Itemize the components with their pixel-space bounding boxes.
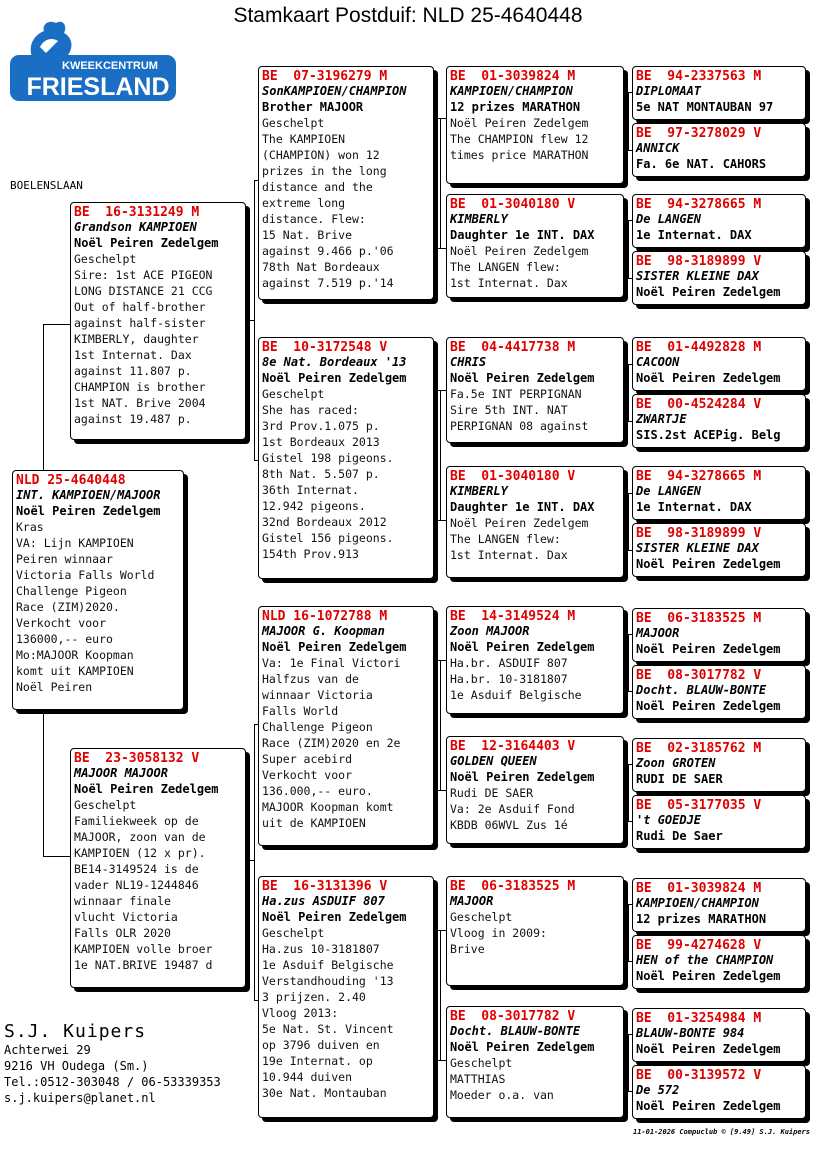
remark-line: Noël Peiren Zedelgem xyxy=(450,244,589,258)
ring-number: BE 12-3164403 V xyxy=(450,739,576,754)
remark-line: Sire 5th INT. NAT xyxy=(450,403,568,417)
remark-line: prizes in the long xyxy=(262,164,387,178)
connector-line xyxy=(43,856,70,857)
connector-line xyxy=(434,1060,446,1061)
remark-line: uit de KAMPIOEN xyxy=(262,816,366,830)
remark-line: Va: 1e Final Victori xyxy=(262,656,401,670)
ring-number: BE 23-3058132 V xyxy=(74,751,200,766)
connector-line xyxy=(624,821,632,822)
connector-line xyxy=(434,390,446,391)
pigeon-name: KIMBERLY xyxy=(450,484,508,498)
connector-line xyxy=(628,764,629,821)
pigeon-card-g15[interactable] xyxy=(632,1008,806,1062)
breeder: Noël Peiren Zedelgem xyxy=(450,770,595,784)
footer-credit: 11-01-2026 Compuclub © [9.49] S.J. Kuipers xyxy=(632,1128,810,1136)
pigeon-card-g5[interactable] xyxy=(632,337,806,391)
pigeon-card-g12[interactable] xyxy=(632,795,806,849)
connector-line xyxy=(628,92,629,150)
connector-line xyxy=(624,961,632,962)
pigeon-name: SonKAMPIOEN/CHAMPION xyxy=(262,84,407,98)
breeder: Brother MAJOOR xyxy=(262,100,364,114)
remark-line: Falls World xyxy=(262,704,339,718)
connector-line xyxy=(628,904,629,961)
remark-line: MATTHIAS xyxy=(450,1072,506,1086)
remark-line: Geschelpt xyxy=(262,926,325,940)
remark-line: Vloog in 2009: xyxy=(450,926,547,940)
remark-line: MAJOOR Koopman komt xyxy=(262,800,394,814)
ring-number: BE 01-4492828 M xyxy=(636,340,762,355)
remark-line: extreme long xyxy=(262,196,346,210)
pigeon-card-sds[interactable] xyxy=(446,337,624,443)
remark-line: Ha.zus 10-3181807 xyxy=(262,942,380,956)
breeder: Noël Peiren Zedelgem xyxy=(450,371,595,385)
remark-line: Geschelpt xyxy=(450,910,513,924)
breeder: Daughter 1e INT. DAX xyxy=(450,500,595,514)
connector-line xyxy=(440,118,441,248)
pigeon-name: 't GOEDJE xyxy=(636,813,702,827)
pigeon-name: BLAUW-BONTE 984 xyxy=(636,1026,745,1040)
remark-line: distance. Flew: xyxy=(262,212,366,226)
pigeon-name: MAJOOR G. Koopman xyxy=(262,624,385,638)
breeder: SIS.2st ACEPig. Belg xyxy=(636,428,781,442)
pigeon-card-sdd[interactable] xyxy=(446,466,624,578)
pigeon-name: DIPLOMAAT xyxy=(636,84,702,98)
connector-line xyxy=(43,324,70,325)
remark-line: 78th Nat Bordeaux xyxy=(262,260,380,274)
pigeon-name: MAJOOR MAJOOR xyxy=(74,766,168,780)
connector-line xyxy=(434,930,446,931)
pigeon-card-g4[interactable] xyxy=(632,251,806,305)
pigeon-card-ds[interactable] xyxy=(258,606,434,846)
breeder: Fa. 6e NAT. CAHORS xyxy=(636,157,767,171)
remark-line: Verkocht voor xyxy=(16,616,107,630)
connector-line xyxy=(434,118,446,119)
remark-line: Gistel 156 pigeons. xyxy=(262,531,394,545)
remark-line: winnaar finale xyxy=(74,894,171,908)
kweekcentrum-friesland-logo xyxy=(10,17,178,103)
remark-line: MAJOOR, zoon van de xyxy=(74,830,206,844)
pigeon-name: ZWARTJE xyxy=(636,412,687,426)
remark-line: Noël Peiren xyxy=(16,680,93,694)
remark-line: The KAMPIOEN xyxy=(262,132,346,146)
connector-line xyxy=(246,860,254,861)
connector-line xyxy=(624,220,632,221)
ring-number: BE 99-4274628 V xyxy=(636,938,762,953)
remark-line: BE14-3149524 is de xyxy=(74,862,199,876)
remark-line: Race (ZIM)2020. xyxy=(16,600,120,614)
pigeon-name: INT. KAMPIOEN/MAJOOR xyxy=(16,488,161,502)
ring-number: BE 00-3139572 V xyxy=(636,1068,762,1083)
ring-number: BE 00-4524284 V xyxy=(636,397,762,412)
remark-line: VA: Lijn KAMPIOEN xyxy=(16,536,134,550)
pigeon-card-sd[interactable] xyxy=(258,337,434,579)
remark-line: against 11.807 p. xyxy=(74,364,192,378)
pigeon-name: SISTER KLEINE DAX xyxy=(636,269,759,283)
connector-line xyxy=(624,550,632,551)
remark-line: 1st Internat. Dax xyxy=(74,348,192,362)
connector-line xyxy=(434,520,446,521)
remark-line: Kras xyxy=(16,520,44,534)
pigeon-card-g11[interactable] xyxy=(632,738,806,792)
remark-line: Mo:MAJOOR Koopman xyxy=(16,648,134,662)
svg-text:FRIESLAND: FRIESLAND xyxy=(26,73,170,101)
pigeon-name: MAJOOR xyxy=(636,626,680,640)
pigeon-name: Zoon MAJOOR xyxy=(450,624,530,638)
pigeon-name: SISTER KLEINE DAX xyxy=(636,541,759,555)
remark-line: Noël Peiren Zedelgem xyxy=(450,116,589,130)
connector-line xyxy=(628,634,629,691)
breeder: Noël Peiren Zedelgem xyxy=(74,782,219,796)
pigeon-card-subject[interactable] xyxy=(12,470,184,710)
ring-number: BE 01-3039824 M xyxy=(450,69,576,84)
breeder: Noël Peiren Zedelgem xyxy=(636,969,781,983)
ring-number: BE 97-3278029 V xyxy=(636,126,762,141)
remark-line: Falls OLR 2020 xyxy=(74,926,171,940)
remark-line: Geschelpt xyxy=(74,798,137,812)
remark-line: 32nd Bordeaux 2012 xyxy=(262,515,387,529)
ring-number: BE 98-3189899 V xyxy=(636,526,762,541)
breeder: Noël Peiren Zedelgem xyxy=(636,371,781,385)
ring-number: BE 01-3039824 M xyxy=(636,881,762,896)
remark-line: 154th Prov.913 xyxy=(262,547,359,561)
remark-line: KAMPIOEN (12 x pr). xyxy=(74,846,206,860)
pigeon-card-g8[interactable] xyxy=(632,523,806,577)
remark-line: vader NL19-1244846 xyxy=(74,878,199,892)
ring-number: BE 08-3017782 V xyxy=(450,1009,576,1024)
owner-block xyxy=(4,1021,221,1106)
pigeon-card-g1[interactable] xyxy=(632,66,806,120)
remark-line: Vloog 2013: xyxy=(262,1006,339,1020)
pigeon-name: ANNICK xyxy=(636,141,680,155)
owner-email: s.j.kuipers@planet.nl xyxy=(4,1091,156,1105)
connector-line xyxy=(434,248,446,249)
ring-number: BE 07-3196279 M xyxy=(262,69,388,84)
ring-number: BE 05-3177035 V xyxy=(636,798,762,813)
breeder: Noël Peiren Zedelgem xyxy=(636,1099,781,1113)
breeder: Noël Peiren Zedelgem xyxy=(636,699,781,713)
remark-line: (CHAMPION) won 12 xyxy=(262,148,380,162)
connector-line xyxy=(628,220,629,278)
remark-line: 15 Nat. Brive xyxy=(262,228,353,242)
ring-number: BE 06-3183525 M xyxy=(636,611,762,626)
pigeon-name: KIMBERLY xyxy=(450,212,508,226)
remark-line: 10.944 duiven xyxy=(262,1070,353,1084)
remark-line: 136000,-- euro xyxy=(16,632,113,646)
pigeon-card-g7[interactable] xyxy=(632,466,806,520)
remark-line: 5e Nat. St. Vincent xyxy=(262,1022,394,1036)
remark-line: Gistel 198 pigeons. xyxy=(262,451,394,465)
pigeon-name: HEN of the CHAMPION xyxy=(636,953,774,967)
connector-line xyxy=(434,790,446,791)
page-title: Stamkaart Postduif: NLD 25-4640448 xyxy=(233,4,583,27)
pigeon-card-g10[interactable] xyxy=(632,665,806,719)
pigeon-name: Grandson KAMPIOEN xyxy=(74,220,197,234)
pigeon-card-ssd[interactable] xyxy=(446,194,624,298)
remark-line: Challenge Pigeon xyxy=(262,720,373,734)
remark-line: Fa.5e INT PERPIGNAN xyxy=(450,387,582,401)
pigeon-card-ddd[interactable] xyxy=(446,1006,624,1118)
breeder: Noël Peiren Zedelgem xyxy=(636,557,781,571)
pigeon-card-g14[interactable] xyxy=(632,935,806,989)
owner-address: Achterwei 29 xyxy=(4,1043,91,1057)
remark-line: Familiekweek op de xyxy=(74,814,199,828)
remark-line: 1st Bordeaux 2013 xyxy=(262,435,380,449)
ring-number: BE 01-3040180 V xyxy=(450,469,576,484)
remark-line: CHAMPION is brother xyxy=(74,380,206,394)
remark-line: 3rd Prov.1.075 p. xyxy=(262,419,380,433)
connector-line xyxy=(624,904,632,905)
pigeon-name: Ha.zus ASDUIF 807 xyxy=(262,894,385,908)
owner-name: S.J. Kuipers xyxy=(4,1021,147,1042)
connector-line xyxy=(628,1034,629,1091)
remark-line: Super acebird xyxy=(262,752,353,766)
pigeon-name: Docht. BLAUW-BONTE xyxy=(450,1024,581,1038)
ring-number: BE 04-4417738 M xyxy=(450,340,576,355)
ring-number: BE 98-3189899 V xyxy=(636,254,762,269)
breeder: Noël Peiren Zedelgem xyxy=(636,642,781,656)
connector-line xyxy=(624,1091,632,1092)
pigeon-card-dds[interactable] xyxy=(446,876,624,986)
connector-line xyxy=(43,710,44,856)
breeder: Noël Peiren Zedelgem xyxy=(16,504,161,518)
breeder: Daughter 1e INT. DAX xyxy=(450,228,595,242)
remark-line: winnaar Victoria xyxy=(262,688,373,702)
remark-line: Geschelpt xyxy=(262,116,325,130)
remark-line: Va: 2e Asduif Fond xyxy=(450,802,575,816)
remark-line: Ha.br. 10-3181807 xyxy=(450,672,568,686)
breeder: Noël Peiren Zedelgem xyxy=(262,910,407,924)
remark-line: Sire: 1st ACE PIGEON xyxy=(74,268,213,282)
connector-line xyxy=(624,634,632,635)
ring-number: NLD 25-4640448 xyxy=(16,473,126,488)
remark-line: The LANGEN flew: xyxy=(450,532,561,546)
ring-number: BE 16-3131249 M xyxy=(74,205,200,220)
pigeon-name: MAJOOR xyxy=(450,894,494,908)
remark-line: Ha.br. ASDUIF 807 xyxy=(450,656,568,670)
pigeon-name: De LANGEN xyxy=(636,484,702,498)
pigeon-card-sss[interactable] xyxy=(446,66,624,184)
pigeon-name: CACOON xyxy=(636,355,680,369)
pigeon-name: CHRIS xyxy=(450,355,487,369)
breeder: Noël Peiren Zedelgem xyxy=(262,371,407,385)
connector-line xyxy=(254,180,255,460)
breeder: Rudi De Saer xyxy=(636,829,723,843)
connector-line xyxy=(624,493,632,494)
remark-line: The CHAMPION flew 12 xyxy=(450,132,589,146)
pigeon-card-g9[interactable] xyxy=(632,608,806,662)
ring-number: BE 16-3131396 V xyxy=(262,879,388,894)
remark-line: Halfzus van de xyxy=(262,672,359,686)
ring-number: BE 14-3149524 M xyxy=(450,609,576,624)
connector-line xyxy=(624,364,632,365)
pigeon-card-dd[interactable] xyxy=(258,876,434,1118)
pigeon-card-dss[interactable] xyxy=(446,606,624,714)
breeder: Noël Peiren Zedelgem xyxy=(636,1042,781,1056)
connector-line xyxy=(440,930,441,1060)
connector-line xyxy=(440,390,441,520)
breeder: Noël Peiren Zedelgem xyxy=(450,1040,595,1054)
pigeon-card-sire[interactable] xyxy=(70,202,246,440)
remark-line: Race (ZIM)2020 en 2e xyxy=(262,736,401,750)
connector-line xyxy=(624,421,632,422)
ring-number: BE 01-3254984 M xyxy=(636,1011,762,1026)
remark-line: Geschelpt xyxy=(450,1056,513,1070)
connector-line xyxy=(43,324,44,470)
remark-line: LONG DISTANCE 21 CCG xyxy=(74,284,213,298)
remark-line: 8th Nat. 5.507 p. xyxy=(262,467,380,481)
ring-number: BE 94-3278665 M xyxy=(636,469,762,484)
ring-number: BE 02-3185762 M xyxy=(636,741,762,756)
remark-line: Verstandhouding '13 xyxy=(262,974,394,988)
ring-number: BE 10-3172548 V xyxy=(262,340,388,355)
pigeon-name: De 572 xyxy=(636,1083,680,1097)
breeder: Noël Peiren Zedelgem xyxy=(262,640,407,654)
pigeon-card-ss[interactable] xyxy=(258,66,434,300)
remark-line: 1e Asduif Belgische xyxy=(262,958,394,972)
remark-line: 36th Internat. xyxy=(262,483,359,497)
remark-line: KAMPIOEN volle broer xyxy=(74,942,213,956)
breeder: Noël Peiren Zedelgem xyxy=(74,236,219,250)
ring-number: BE 01-3040180 V xyxy=(450,197,576,212)
connector-line xyxy=(624,691,632,692)
remark-line: 1st NAT. Brive 2004 xyxy=(74,396,206,410)
remark-line: Out of half-brother xyxy=(74,300,206,314)
remark-line: 1e Asduif Belgische xyxy=(450,688,582,702)
remark-line: 19e Internat. op xyxy=(262,1054,373,1068)
pigeon-card-dsd[interactable] xyxy=(446,736,624,844)
breeder: Noël Peiren Zedelgem xyxy=(450,640,595,654)
pigeon-name: Zoon GROTEN xyxy=(636,756,716,770)
remark-line: 12.942 pigeons. xyxy=(262,499,366,513)
remark-line: KIMBERLY, daughter xyxy=(74,332,199,346)
breeder: 1e Internat. DAX xyxy=(636,228,752,242)
pigeon-card-g16[interactable] xyxy=(632,1065,806,1119)
remark-line: 1e NAT.BRIVE 19487 d xyxy=(74,958,213,972)
connector-line xyxy=(628,493,629,550)
remark-line: Brive xyxy=(450,942,485,956)
remark-line: 3 prijzen. 2.40 xyxy=(262,990,366,1004)
remark-line: The LANGEN flew: xyxy=(450,260,561,274)
remark-line: times price MARATHON xyxy=(450,148,589,162)
remark-line: Noël Peiren Zedelgem xyxy=(450,516,589,530)
connector-line xyxy=(624,150,632,151)
connector-line xyxy=(440,660,441,790)
loft-name: BOELENSLAAN xyxy=(10,179,83,192)
remark-line: op 3796 duiven en xyxy=(262,1038,380,1052)
breeder: 12 prizes MARATHON xyxy=(450,100,581,114)
breeder: 12 prizes MARATHON xyxy=(636,912,767,926)
remark-line: 1st Internat. Dax xyxy=(450,548,568,562)
connector-line xyxy=(624,1034,632,1035)
pigeon-name: 8e Nat. Bordeaux '13 xyxy=(262,355,407,369)
connector-line xyxy=(624,764,632,765)
owner-phone: Tel.:0512-303048 / 06-53339353 xyxy=(4,1075,221,1089)
pigeon-card-g2[interactable] xyxy=(632,123,806,177)
remark-line: Challenge Pigeon xyxy=(16,584,127,598)
remark-line: against half-sister xyxy=(74,316,206,330)
remark-line: komt uit KAMPIOEN xyxy=(16,664,134,678)
ring-number: NLD 16-1072788 M xyxy=(262,609,388,624)
remark-line: PERPIGNAN 08 against xyxy=(450,419,589,433)
pigeon-card-g13[interactable] xyxy=(632,878,806,932)
breeder: RUDI DE SAER xyxy=(636,772,723,786)
remark-line: Geschelpt xyxy=(74,252,137,266)
pigeon-card-g6[interactable] xyxy=(632,394,806,448)
ring-number: BE 08-3017782 V xyxy=(636,668,762,683)
pigeon-name: KAMPIOEN/CHAMPION xyxy=(450,84,573,98)
connector-line xyxy=(434,660,446,661)
remark-line: vlucht Victoria xyxy=(74,910,178,924)
breeder: Noël Peiren Zedelgem xyxy=(636,285,781,299)
remark-line: against 19.487 p. xyxy=(74,412,192,426)
connector-line xyxy=(254,724,255,1000)
ring-number: BE 06-3183525 M xyxy=(450,879,576,894)
connector-line xyxy=(624,92,632,93)
remark-line: Geschelpt xyxy=(262,387,325,401)
pigeon-name: Docht. BLAUW-BONTE xyxy=(636,683,767,697)
pigeon-card-g3[interactable] xyxy=(632,194,806,248)
pigeon-name: De LANGEN xyxy=(636,212,702,226)
remark-line: 1st Internat. Dax xyxy=(450,276,568,290)
svg-text:KWEEKCENTRUM: KWEEKCENTRUM xyxy=(62,60,158,72)
remark-line: Rudi DE SAER xyxy=(450,786,534,800)
pigeon-card-dam[interactable] xyxy=(70,748,246,988)
connector-line xyxy=(624,278,632,279)
remark-line: against 7.519 p.'14 xyxy=(262,276,394,290)
remark-line: against 9.466 p.'06 xyxy=(262,244,394,258)
remark-line: distance and the xyxy=(262,180,373,194)
breeder: 5e NAT MONTAUBAN 97 xyxy=(636,100,774,114)
connector-line xyxy=(628,364,629,421)
pigeon-name: GOLDEN QUEEN xyxy=(450,754,537,768)
remark-line: Victoria Falls World xyxy=(16,568,155,582)
ring-number: BE 94-2337563 M xyxy=(636,69,762,84)
remark-line: 30e Nat. Montauban xyxy=(262,1086,387,1100)
ring-number: BE 94-3278665 M xyxy=(636,197,762,212)
breeder: 1e Internat. DAX xyxy=(636,500,752,514)
remark-line: Verkocht voor xyxy=(262,768,353,782)
remark-line: Peiren winnaar xyxy=(16,552,113,566)
remark-line: KBDB 06WVL Zus 1é xyxy=(450,818,568,832)
remark-line: 136.000,-- euro. xyxy=(262,784,373,798)
connector-line xyxy=(246,320,254,321)
remark-line: She has raced: xyxy=(262,403,359,417)
owner-city: 9216 VH Oudega (Sm.) xyxy=(4,1059,149,1073)
remark-line: Moeder o.a. van xyxy=(450,1088,554,1102)
pigeon-name: KAMPIOEN/CHAMPION xyxy=(636,896,759,910)
